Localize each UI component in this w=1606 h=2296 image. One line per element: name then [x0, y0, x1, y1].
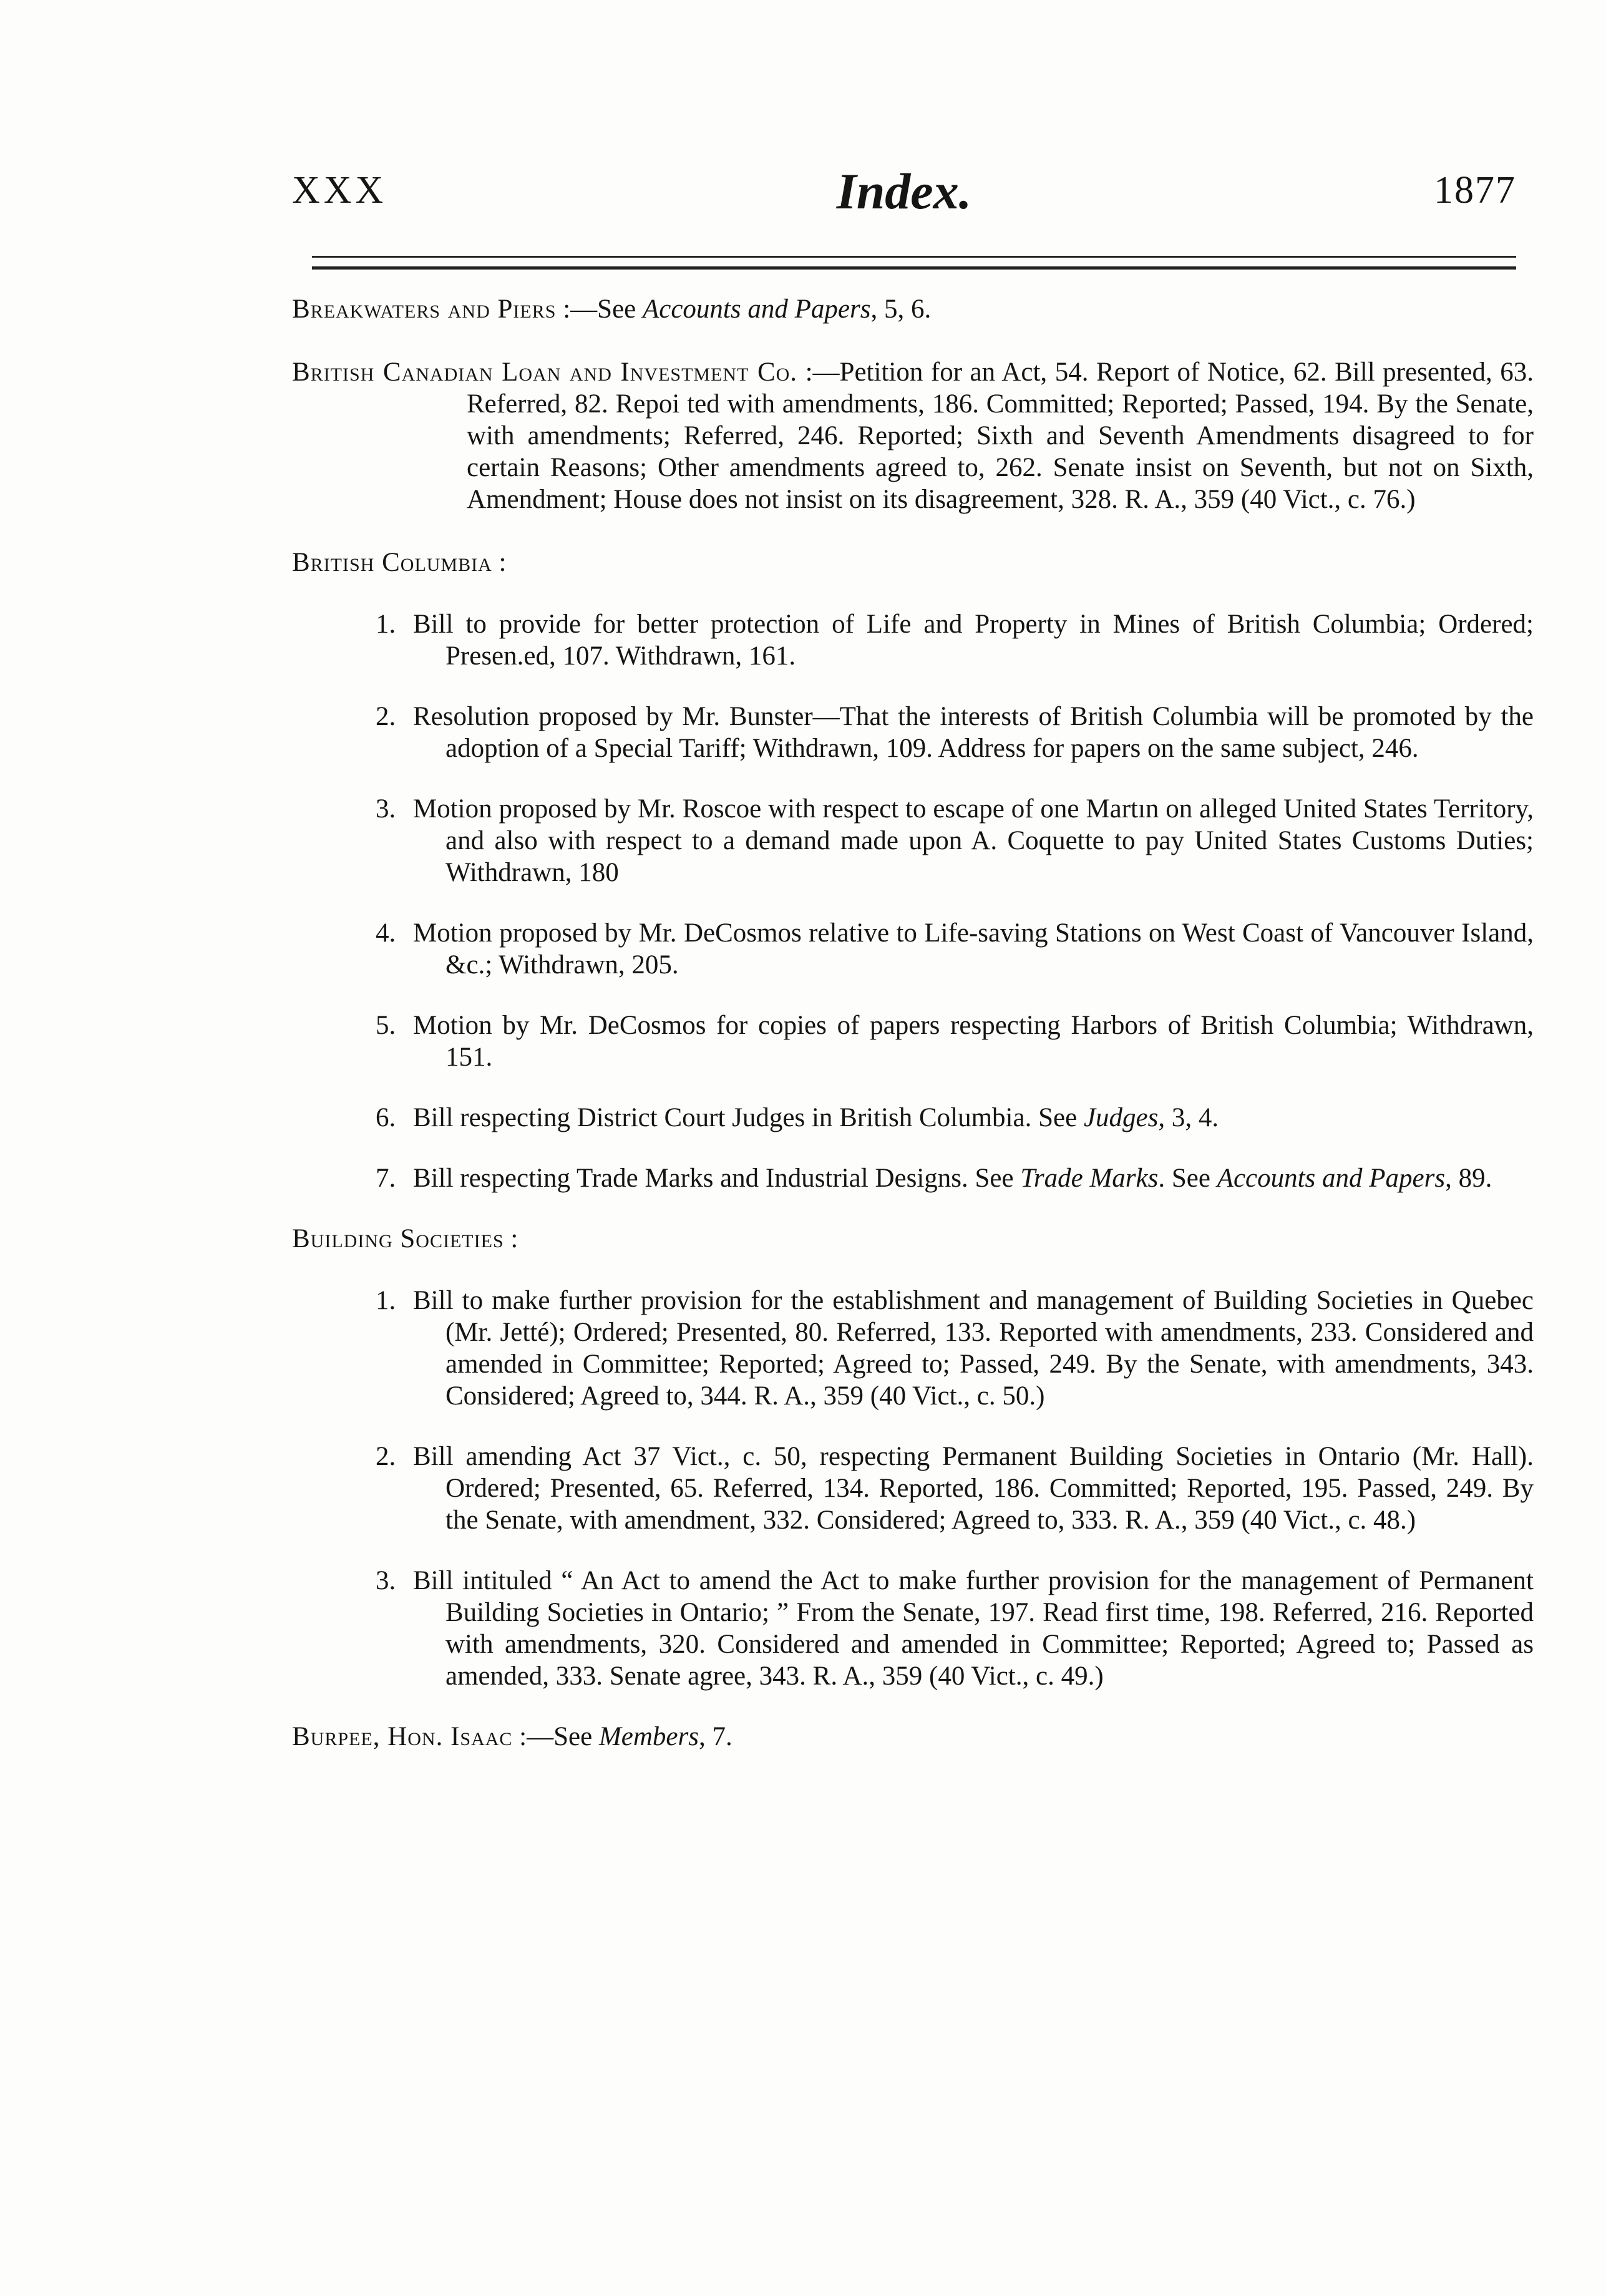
cross-reference: Accounts and Papers [1217, 1164, 1446, 1193]
list-item: 7. Bill respecting Trade Marks and Industrial Designs. See Trade Marks. See Accounts and Papers, 89. [376, 1164, 1492, 1193]
list-item: 3. Bill intituled “ An Act to amend the Act to make further provision for the management of Permanent Building Societies in Ontario; ” From the Senate, 197. Read first time, 198. Referred, 216. Reported with amendments, 320. Considered and amended in Committee; Reported; Agreed to; Passed as amended, 333. Senate agree, 343. R. A., 359 (40 Vict., c. 49.) [376, 1566, 1534, 1691]
section-number: XXX [292, 169, 387, 212]
page-year: 1877 [1434, 169, 1516, 212]
index-entry-burpee: Burpee, Hon. Isaac :—See Members, 7. [292, 1722, 732, 1751]
entry-heading: British Columbia [292, 548, 492, 577]
cross-reference: Members [598, 1722, 699, 1751]
cross-reference: Judges [1083, 1103, 1159, 1132]
cross-reference: Trade Marks [1020, 1164, 1159, 1193]
page-title: Index. [836, 163, 972, 220]
list-item: 4. Motion proposed by Mr. DeCosmos relative to Life-saving Stations on West Coast of Vancouver Island, &c.; Withdrawn, 205. [376, 918, 1534, 980]
list-item: 1. Bill to make further provision for the establishment and management of Building Societies in Quebec (Mr. Jetté); Ordered; Presented, 80. Referred, 133. Reported with amendments, 233. Considered and amended in Committee; Reported; Agreed to; Passed, 249. By the Senate, with amendments, 343. Considered; Agreed to, 344. R. A., 359 (40 Vict., c. 50.) [376, 1286, 1534, 1411]
list-item: 2. Bill amending Act 37 Vict., c. 50, respecting Permanent Building Societies in Ontario (Mr. Hall). Ordered; Presented, 65. Referred, 134. Reported, 186. Committed; Reported, 195. Passed, 249. By the Senate, with amendment, 332. Considered; Agreed to, 333. R. A., 359 (40 Vict., c. 48.) [376, 1442, 1534, 1535]
list-item: 3. Motion proposed by Mr. Roscoe with respect to escape of one Martın on alleged United States Territory, and also with respect to a demand made upon A. Coquette to pay United States Customs Duties; Withdrawn, 180 [376, 794, 1534, 887]
index-content [292, 293, 1534, 1784]
entry-heading: British Canadian Loan and Investment Co. [292, 358, 798, 387]
index-entry-breakwaters: Breakwaters and Piers :—See Accounts and Papers, 5, 6. [292, 294, 932, 324]
cross-reference: Accounts and Papers [643, 294, 871, 324]
list-item: 2. Resolution proposed by Mr. Bunster—That the interests of British Columbia will be promoted by the adoption of a Special Tariff; Withdrawn, 109. Address for papers on the same subject, 246. [376, 702, 1534, 763]
index-entry-british-columbia: British Columbia : [292, 548, 507, 577]
entry-text: Petition for an Act, 54. Report of Notice, 62. Bill presented, 63. Referred, 82. Repoi ted with amendments, 186. Committed; Reported; Passed, 194. By the Senate, with amendments; Referred, 246. Reported; Sixth and Seventh Amendments disagreed to for certain Reasons; Other amendments agreed to, 262. Senate insist on Seventh, but not on Sixth, Amendment; House does not insist on its disagreement, 328. R. A., 359 (40 Vict., c. 76.) [467, 358, 1534, 514]
header-rule [312, 256, 1516, 270]
entry-heading: Breakwaters and Piers [292, 294, 557, 324]
entry-heading: Burpee, Hon. Isaac [292, 1722, 513, 1751]
page-header [292, 163, 1516, 220]
list-item: 5. Motion by Mr. DeCosmos for copies of papers respecting Harbors of British Columbia; Withdrawn, 151. [376, 1011, 1534, 1072]
list-item: 1. Bill to provide for better protection of Life and Property in Mines of British Columbia; Ordered; Presen.ed, 107. Withdrawn, 161. [376, 610, 1534, 671]
index-entry-british-canadian-loan: British Canadian Loan and Investment Co. :—Petition for an Act, 54. Report of Notice, 62. Bill presented, 63. Referred, 82. Repoi ted with amendments, 186. Committed; Reported; Passed, 194. By the Senate, with amendments; Referred, 246. Reported; Sixth and Seventh Amendments disagreed to for certain Reasons; Other amendments agreed to, 262. Senate insist on Seventh, but not on Sixth, Amendment; House does not insist on its disagreement, 328. R. A., 359 (40 Vict., c. 76.) [292, 358, 1534, 514]
index-entry-building-societies: Building Societies : [292, 1224, 518, 1253]
entry-heading: Building Societies [292, 1224, 504, 1253]
list-item: 6. Bill respecting District Court Judges in British Columbia. See Judges, 3, 4. [376, 1103, 1219, 1132]
